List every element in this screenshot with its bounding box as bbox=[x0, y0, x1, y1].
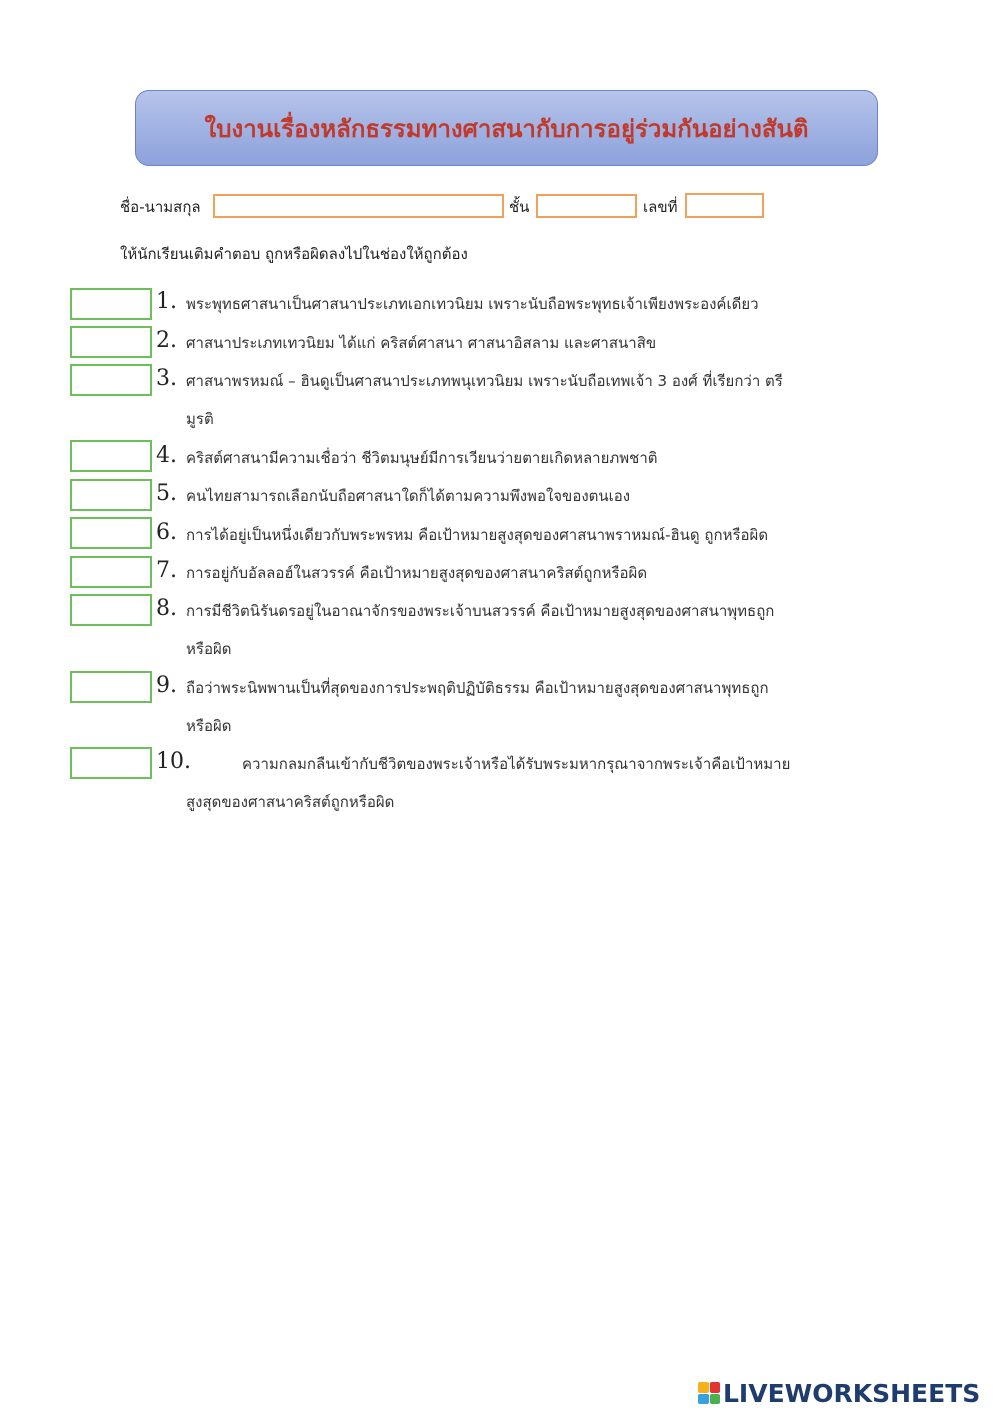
question-number-8: 8. bbox=[156, 596, 177, 621]
question-text-1 bbox=[186, 285, 876, 323]
question-number-7: 7. bbox=[156, 558, 177, 583]
question-text-2 bbox=[186, 324, 876, 362]
logo-square-2 bbox=[710, 1382, 721, 1393]
question-number-4: 4. bbox=[156, 443, 177, 468]
question-8-line-2: หรือผิด bbox=[186, 640, 232, 658]
answer-box-8[interactable] bbox=[70, 594, 152, 626]
question-number-10: 10. bbox=[156, 749, 191, 774]
question-number-2: 2. bbox=[156, 328, 177, 353]
question-8-line-1: การมีชีวิตนิรันดรอยู่ในอาณาจักรของพระเจ้าบนสวรรค์ คือเป้าหมายสูงสุดของศาสนาพุทธถูก bbox=[186, 602, 775, 620]
question-10-line-1: ความกลมกลืนเข้ากับชีวิตของพระเจ้าหรือได้รับพระมหากรุณาจากพระเจ้าคือเป้าหมาย bbox=[242, 755, 791, 773]
answer-box-4[interactable] bbox=[70, 440, 152, 472]
name-input[interactable] bbox=[213, 194, 504, 218]
question-3-line-2: มูรติ bbox=[186, 410, 214, 428]
logo-square-3 bbox=[698, 1394, 709, 1405]
question-number-5: 5. bbox=[156, 481, 177, 506]
question-text-6 bbox=[186, 516, 876, 554]
question-text-10 bbox=[186, 745, 876, 821]
title-banner bbox=[135, 90, 878, 166]
question-9-line-1: ถือว่าพระนิพพานเป็นที่สุดของการประพฤติปฏิบัติธรรม คือเป้าหมายสูงสุดของศาสนาพุทธถูก bbox=[186, 679, 769, 697]
question-text-7 bbox=[186, 554, 876, 592]
class-label: ชั้น bbox=[509, 198, 530, 216]
name-label: ชื่อ-นามสกุล bbox=[120, 198, 201, 216]
question-number-6: 6. bbox=[156, 520, 177, 545]
liveworksheets-logo-icon bbox=[698, 1382, 720, 1404]
liveworksheets-logo bbox=[698, 1378, 980, 1408]
number-input[interactable] bbox=[685, 193, 764, 218]
question-5-line-1: คนไทยสามารถเลือกนับถือศาสนาใดก็ได้ตามความพึงพอใจของตนเอง bbox=[186, 487, 631, 505]
question-text-4 bbox=[186, 439, 876, 477]
answer-box-3[interactable] bbox=[70, 364, 152, 396]
question-4-line-1: คริสต์ศาสนามีความเชื่อว่า ชีวิตมนุษย์มีการเวียนว่ายตายเกิดหลายภพชาติ bbox=[186, 449, 658, 467]
answer-box-2[interactable] bbox=[70, 326, 152, 358]
question-3-line-1: ศาสนาพรหมณ์ – ฮินดูเป็นศาสนาประเภทพนุเทวนิยม เพราะนับถือเทพเจ้า 3 องศ์ ที่เรียกว่า ตรี bbox=[186, 372, 783, 390]
question-10-line-2: สูงสุดของศาสนาคริสต์ถูกหรือผิด bbox=[186, 793, 395, 811]
question-7-line-1: การอยู่กับอัลลอฮ์ในสวรรค์ คือเป้าหมายสูงสุดของศาสนาคริสต์ถูกหรือผิด bbox=[186, 564, 648, 582]
question-text-8 bbox=[186, 592, 876, 668]
answer-box-5[interactable] bbox=[70, 479, 152, 511]
question-6-line-1: การได้อยู่เป็นหนึ่งเดียวกับพระพรหม คือเป้าหมายสูงสุดของศาสนาพราหมณ์-ฮินดู ถูกหรือผิด bbox=[186, 526, 769, 544]
answer-box-10[interactable] bbox=[70, 747, 152, 779]
question-number-3: 3. bbox=[156, 366, 177, 391]
logo-square-4 bbox=[710, 1394, 721, 1405]
answer-box-9[interactable] bbox=[70, 671, 152, 703]
instruction-text: ให้นักเรียนเติมคำตอบ ถูกหรือผิดลงไปในช่องให้ถูกต้อง bbox=[120, 245, 468, 263]
question-text-5 bbox=[186, 477, 876, 515]
answer-box-7[interactable] bbox=[70, 556, 152, 588]
answer-box-1[interactable] bbox=[70, 288, 152, 320]
question-number-1: 1. bbox=[156, 289, 177, 314]
logo-square-1 bbox=[698, 1382, 709, 1393]
question-text-9 bbox=[186, 669, 876, 745]
question-2-line-1: ศาสนาประเภทเทวนิยม ได้แก่ คริสต์ศาสนา ศาสนาอิสลาม และศาสนาสิข bbox=[186, 334, 657, 352]
question-1-line-1: พระพุทธศาสนาเป็นศาสนาประเภทเอกเทวนิยม เพราะนับถือพระพุทธเจ้าเพียงพระองค์เดียว bbox=[186, 295, 759, 313]
question-text-3 bbox=[186, 362, 876, 438]
question-9-line-2: หรือผิด bbox=[186, 717, 232, 735]
class-input[interactable] bbox=[536, 194, 637, 218]
page-title: ใบงานเรื่องหลักธรรมทางศาสนากับการอยู่ร่วมกันอย่างสันติ bbox=[204, 114, 809, 143]
answer-box-6[interactable] bbox=[70, 517, 152, 549]
number-label: เลขที่ bbox=[643, 198, 678, 216]
liveworksheets-logo-text: LIVEWORKSHEETS bbox=[723, 1378, 981, 1408]
question-number-9: 9. bbox=[156, 673, 177, 698]
